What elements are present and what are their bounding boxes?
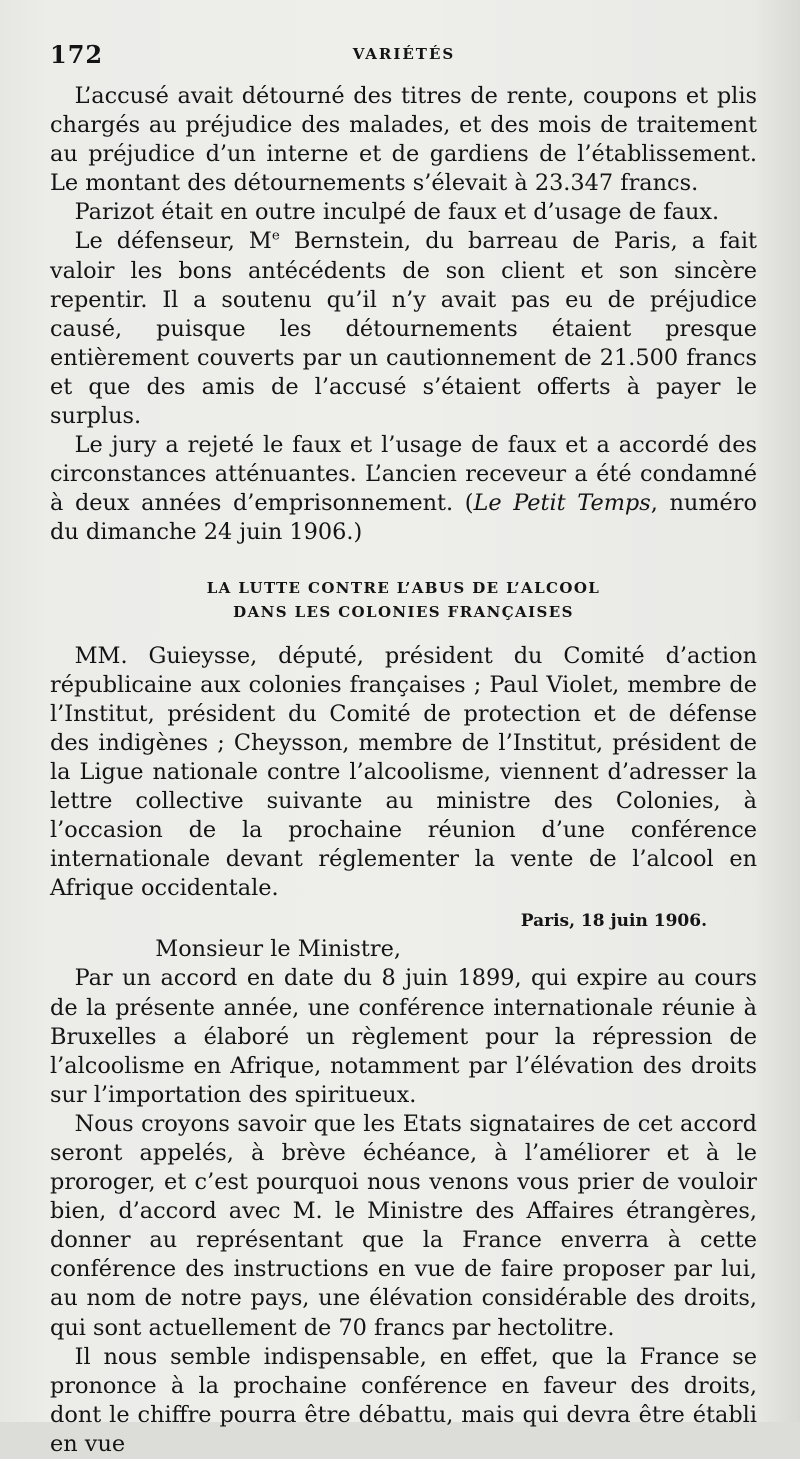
- paragraph: MM. Guieysse, député, président du Comité d’action républicaine aux colonies françaises ; Paul Violet, membre de l’Institut, président du Comité de protection et de défense des indigènes ; Cheysson, membre de l’Institut, président de la Ligue nationale contre l’alcoolisme, viennent d’adresser la lettre collective suivante au ministre des Colonies, à l’occasion de la prochaine réunion d’une conférence internationale devant réglementer la vente de l’alcool en Afrique occidentale.: [50, 642, 757, 902]
- paragraph: Nous croyons savoir que les Etats signataires de cet accord seront appelés, à brève échéance, à l’améliorer et à le proroger, et c’est pourquoi nous venons vous prier de vouloir bien, d’accord avec M. le Ministre des Affaires étrangères, donner au représentant que la France enverra à cette conférence des instructions en vue de faire proposer par lui, au nom de notre pays, une élévation considérable des droits, qui sont actuellement de 70 francs par hectolitre.: [50, 1110, 757, 1341]
- paragraph-text: , numéro du dimanche 24 juin 1906.): [50, 490, 757, 546]
- salutation: Monsieur le Ministre,: [155, 936, 401, 963]
- paragraph-text: Le défenseur, M: [74, 228, 272, 255]
- paragraph: Parizot était en outre inculpé de faux et d’usage de faux.: [74, 199, 720, 226]
- paragraph: L’accusé avait détourné des titres de rente, coupons et plis chargés au préjudice des malades, et des mois de traitement au préjudice d’un interne et de gardiens de l’établissement. Le montant des détournements s’élevait à 23.347 francs.: [50, 83, 757, 197]
- paragraph-text: Bernstein, du barreau de Paris, a fait valoir les bons antécédents de son client et son sincère repentir. Il a soutenu qu’il n’y avait pas eu de préjudice causé, puisque les détournements étaient presque entièrement couverts par un cautionnement de 21.500 francs et que des amis de l’accusé s’étaient offerts à payer le surplus.: [50, 228, 757, 430]
- page-number: 172: [50, 40, 104, 69]
- section-heading: [50, 576, 757, 624]
- paragraph: Il nous semble indispensable, en effet, que la France se prononce à la prochaine conférence en faveur des droits, dont le chiffre pourra être débattu, mais qui devra être établi en vue: [50, 1343, 757, 1457]
- section-heading-line: LA LUTTE CONTRE L’ABUS DE L’ALCOOL: [206, 578, 601, 597]
- paragraph: [50, 431, 757, 547]
- section-heading-line: DANS LES COLONIES FRANÇAISES: [233, 602, 574, 621]
- page-header: [50, 40, 758, 76]
- paragraph-text: Le jury a rejeté le faux et l’usage de faux et a accordé des circonstances atténuantes. L’ancien receveur a été condamné à deux années d’emprisonnement. (: [50, 432, 757, 517]
- running-head: VARIÉTÉS: [352, 45, 456, 63]
- paragraph: Par un accord en date du 8 juin 1899, qui expire au cours de la présente année, une conférence internationale réunie à Bruxelles a élaboré un règlement pour la répression de l’alcoolisme en Afrique, notamment par l’élévation des droits sur l’importation des spiritueux.: [50, 965, 757, 1108]
- superscript: e: [271, 229, 280, 244]
- source-title: Le Petit Temps: [473, 490, 651, 517]
- body-text: [50, 82, 757, 1459]
- paragraph: [50, 227, 757, 431]
- dateline: Paris, 18 juin 1906.: [520, 911, 707, 932]
